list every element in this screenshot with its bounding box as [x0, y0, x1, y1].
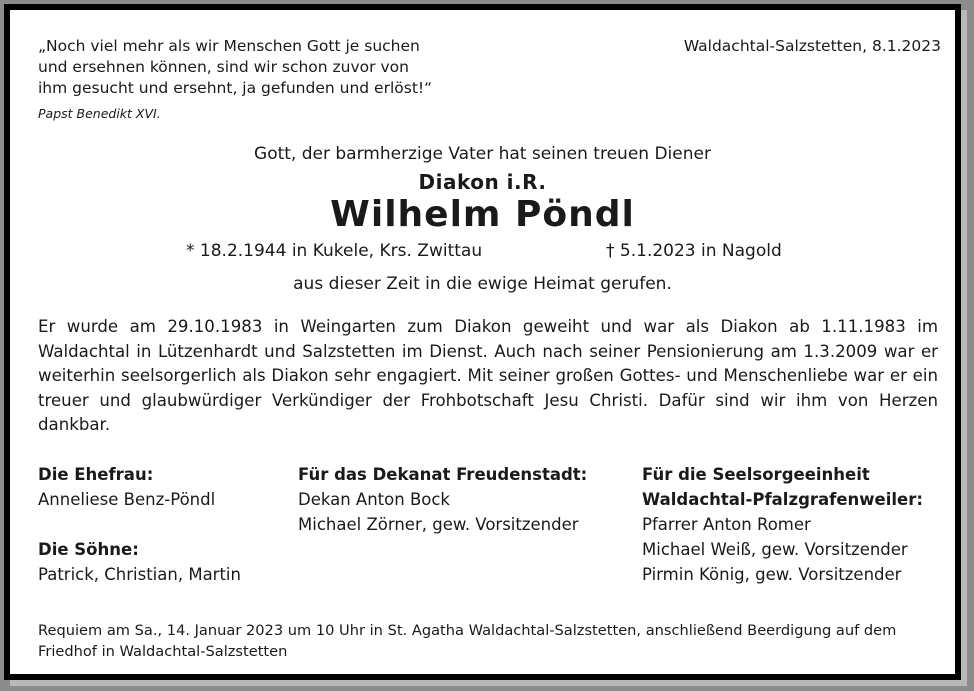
quote-line: ihm gesucht und ersehnt, ja gefunden und erlöst!“ — [38, 79, 433, 97]
parish-column — [642, 462, 923, 587]
requiem-info: Requiem am Sa., 14. Januar 2023 um 10 Uhr in St. Agatha Waldachtal-Salzstetten, anschließend Beerdigung auf dem Friedhof in Waldachtal-Salzstetten — [38, 622, 897, 660]
deceased-name: Wilhelm Pöndl — [330, 194, 635, 235]
quote — [38, 36, 478, 99]
birth-info: * 18.2.1944 in Kukele, Krs. Zwittau — [186, 241, 483, 261]
deceased-title: Diakon i.R. — [418, 170, 547, 194]
quote-author: Papst Benedikt XVI. — [38, 106, 161, 121]
deanery-member: Dekan Anton Bock — [298, 490, 450, 509]
deanery-heading: Für das Dekanat Freudenstadt: — [298, 465, 588, 484]
place-date: Waldachtal-Salzstetten, 8.1.2023 — [683, 37, 941, 55]
parish-member: Michael Weiß, gew. Vorsitzender — [642, 540, 908, 559]
sons-names: Patrick, Christian, Martin — [38, 565, 241, 584]
deanery-member: Michael Zörner, gew. Vorsitzender — [298, 515, 579, 534]
wife-name: Anneliese Benz-Pöndl — [38, 490, 216, 509]
parish-member: Pfarrer Anton Romer — [642, 515, 811, 534]
sons-heading: Die Söhne: — [38, 540, 139, 559]
parish-heading: Waldachtal-Pfalzgrafenweiler: — [642, 490, 923, 509]
death-info: † 5.1.2023 in Nagold — [606, 241, 782, 261]
wife-heading: Die Ehefrau: — [38, 465, 154, 484]
parish-member: Pirmin König, gew. Vorsitzender — [642, 565, 902, 584]
parish-heading: Für die Seelsorgeeinheit — [642, 465, 870, 484]
deanery-column — [298, 462, 587, 537]
quote-line: „Noch viel mehr als wir Menschen Gott je suchen — [38, 37, 420, 55]
quote-line: und ersehnen können, sind wir schon zuvor von — [38, 58, 409, 76]
obituary-notice — [10, 10, 955, 674]
notice-frame — [4, 4, 961, 680]
called-home-line: aus dieser Zeit in die ewige Heimat gerufen. — [293, 274, 672, 294]
tribute-text: Er wurde am 29.10.1983 in Weingarten zum Diakon geweiht und war als Diakon ab 1.11.1983 im Waldachtal in Lützenhardt und Salzstetten im Dienst. Auch nach seiner Pensionierung am 1.3.2009 war er weiterhin seelsorgerlich als Diakon sehr engagiert. Mit seiner großen Gottes- und Menschenliebe war er ein treuer und glaubwürdiger Verkündiger der Frohbotschaft Jesu Christi. Dafür sind wir ihm von Herzen dankbar. — [38, 317, 938, 434]
family-column — [38, 462, 241, 587]
intro-line: Gott, der barmherzige Vater hat seinen treuen Diener — [254, 144, 711, 164]
